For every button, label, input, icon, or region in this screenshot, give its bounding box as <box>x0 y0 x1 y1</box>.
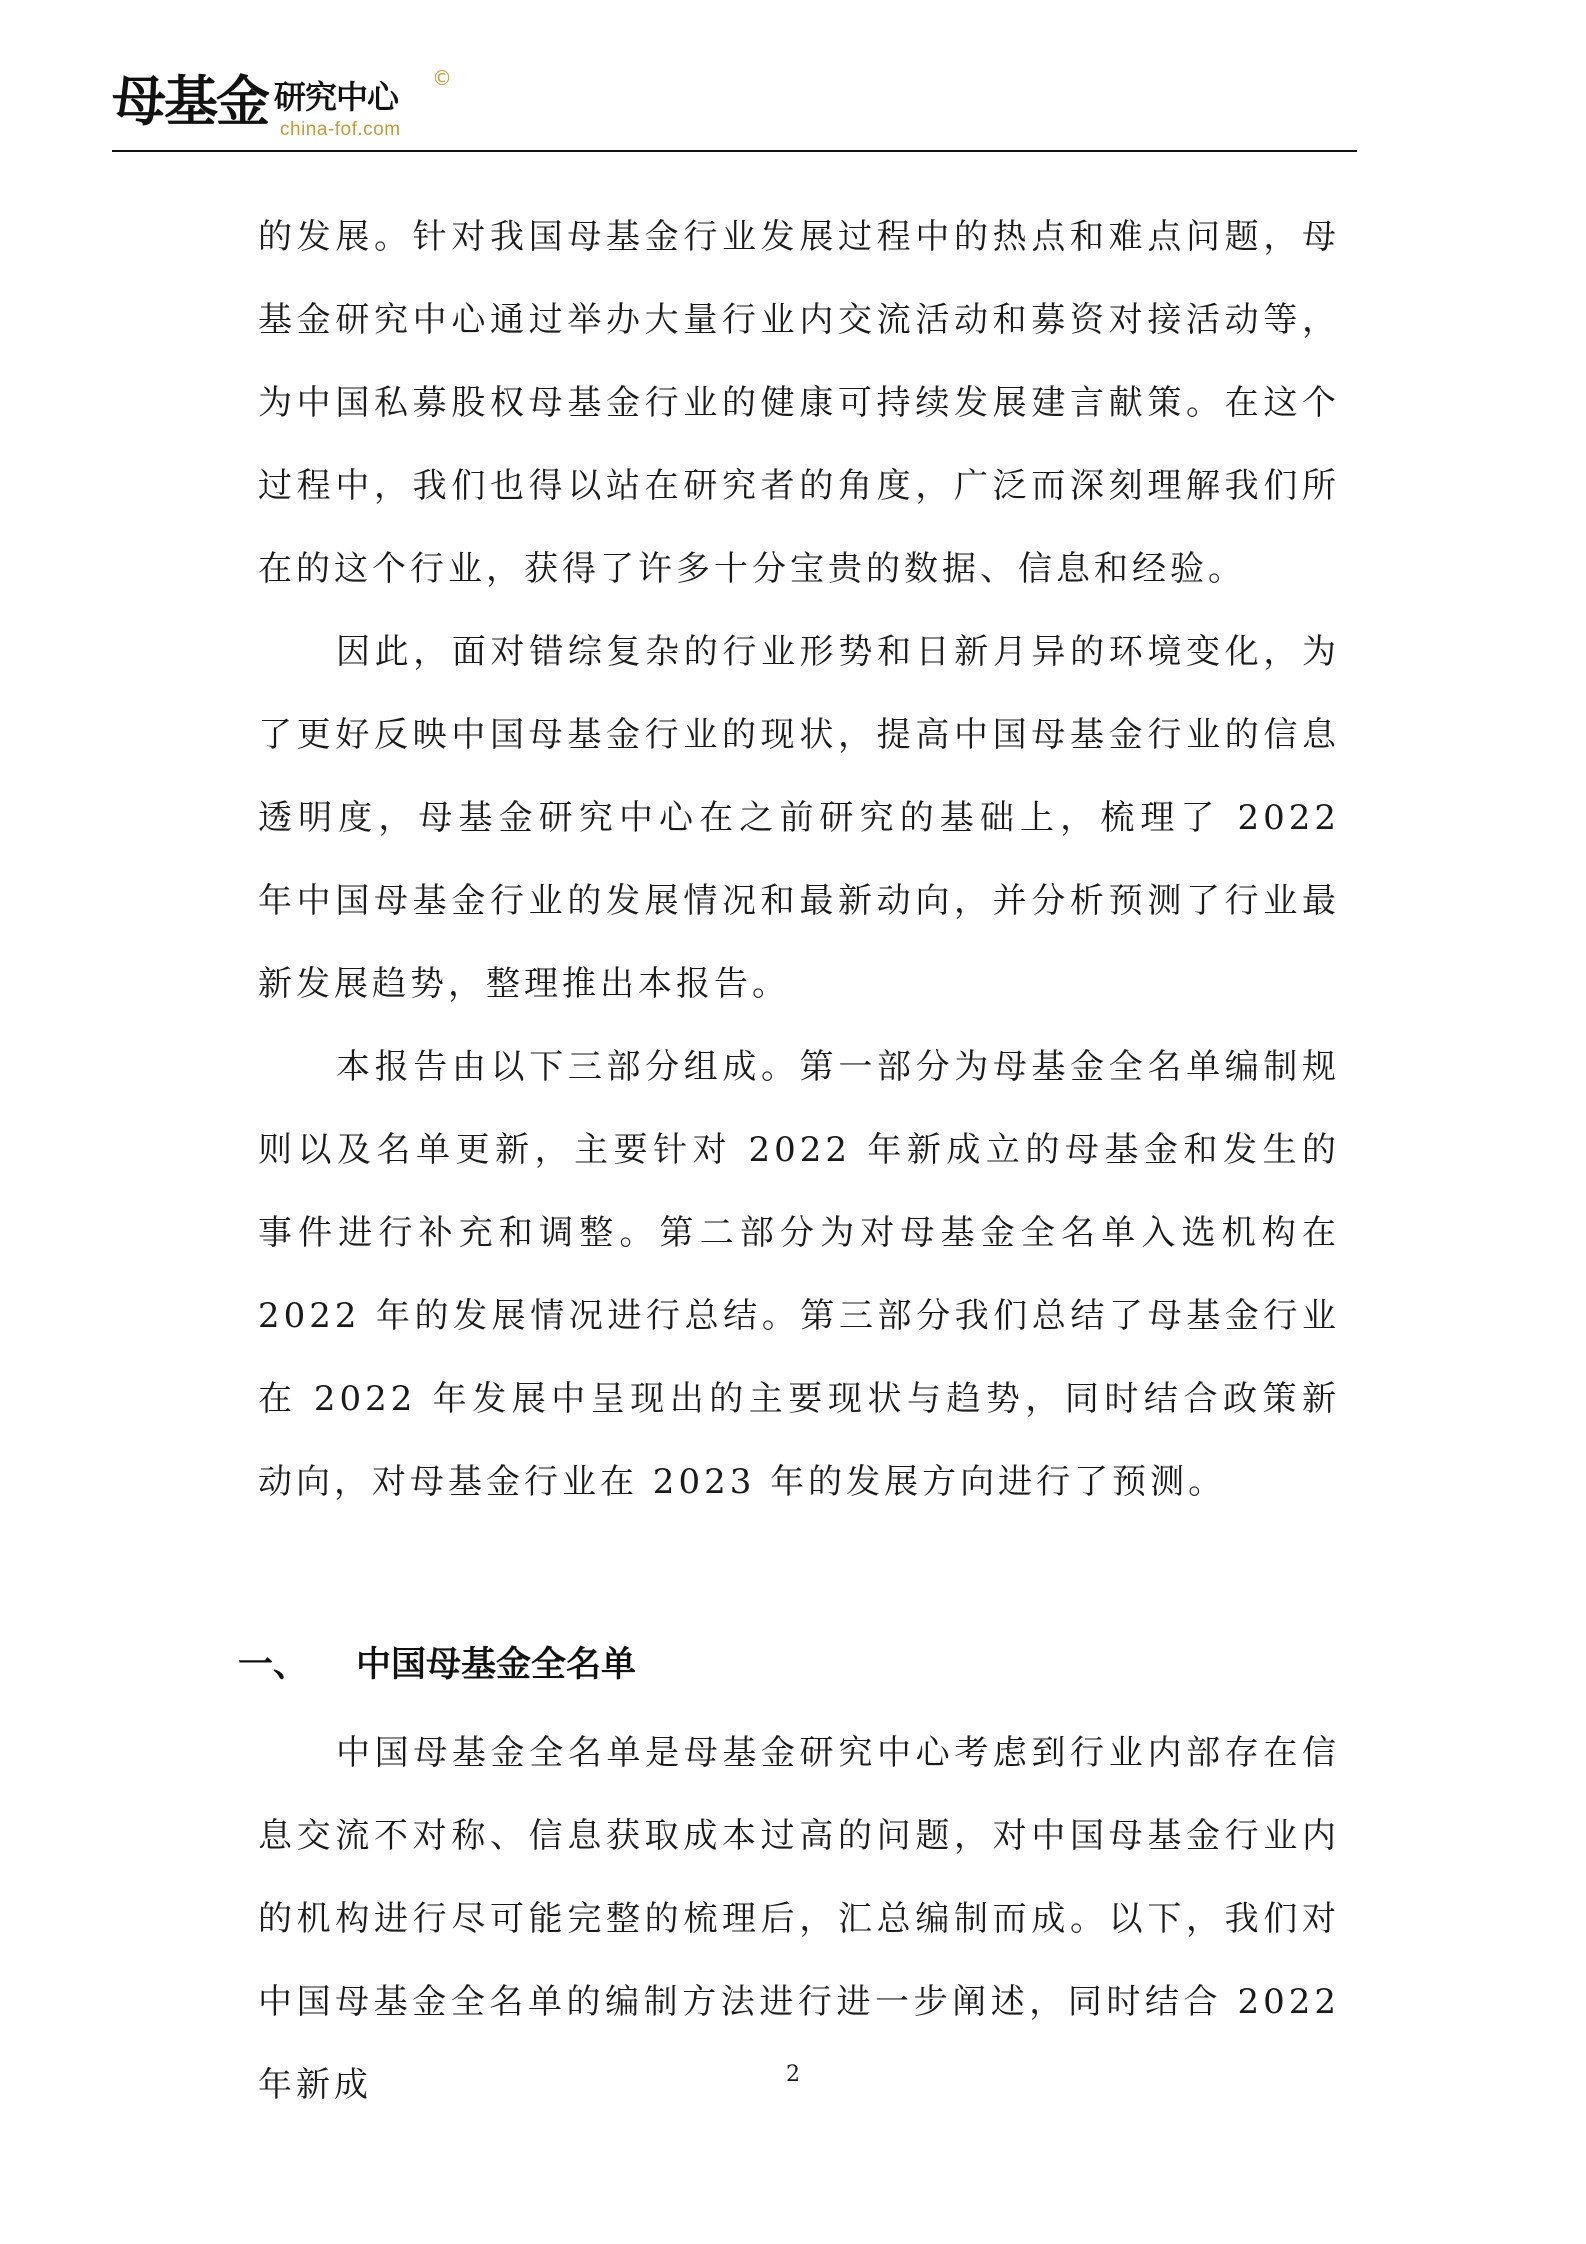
logo-url: china-fof.com <box>280 119 401 140</box>
logo-main-text: 母基金 <box>112 69 268 133</box>
page-header <box>112 56 1357 152</box>
body-content <box>258 196 1340 1524</box>
body-paragraph-3: 本报告由以下三部分组成。第一部分为母基金全名单编制规则以及名单更新，主要针对 2022 年新成立的母基金和发生的事件进行补充和调整。第二部分为对母基金全名单入选机构在 2022 年的发展情况进行总结。第三部分我们总结了母基金行业在 2022 年发展中呈现出的主要现状与趋势，同时结合政策新动向，对母基金行业在 2023 年的发展方向进行了预测。 <box>258 1047 1340 1502</box>
section-paragraph: 中国母基金全名单是母基金研究中心考虑到行业内部存在信息交流不对称、信息获取成本过高的问题，对中国母基金行业内的机构进行尽可能完整的梳理后，汇总编制而成。以下，我们对中国母基金全名单的编制方法进行进一步阐述，同时结合 2022 年新成 <box>258 1733 1340 2105</box>
body-paragraph-1: 的发展。针对我国母基金行业发展过程中的热点和难点问题，母基金研究中心通过举办大量行业内交流活动和募资对接活动等，为中国私募股权母基金行业的健康可持续发展建言献策。在这个过程中，我们也得以站在研究者的角度，广泛而深刻理解我们所在的这个行业，获得了许多十分宝贵的数据、信息和经验。 <box>258 217 1340 589</box>
section-title: 中国母基金全名单 <box>356 1645 637 1686</box>
body-paragraph-2: 因此，面对错综复杂的行业形势和日新月异的环境变化，为了更好反映中国母基金行业的现状，提高中国母基金行业的信息透明度，母基金研究中心在之前研究的基础上，梳理了 2022 年中国母基金行业的发展情况和最新动向，并分析预测了行业最新发展趋势，整理推出本报告。 <box>258 632 1340 1004</box>
copyright-icon: © <box>432 66 452 90</box>
section-number: 一、 <box>238 1645 309 1686</box>
logo-sub-text: 研究中心 <box>274 78 399 116</box>
section-heading <box>238 1641 636 1689</box>
page-number: 2 <box>786 2062 800 2087</box>
